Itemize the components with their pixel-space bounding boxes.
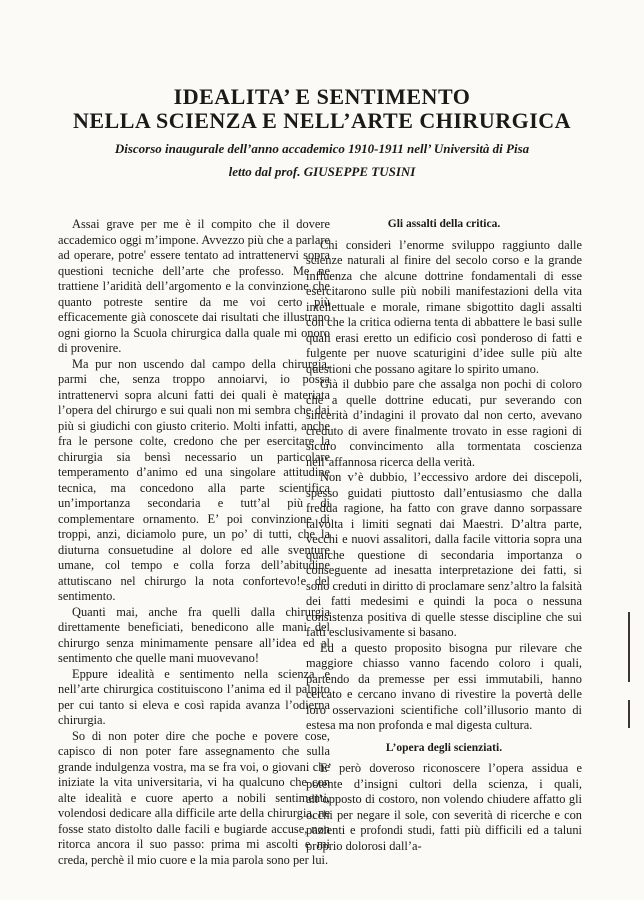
left-paragraph-4: Eppure idealità e sentimento nella scienza e nell’arte chirurgica costituiscono l’anima ed il palpito per cui tanto si eleva e così rapida avanza l’odierna chirurgia. <box>58 666 330 727</box>
article-title-line-1: IDEALITA’ E SENTIMENTO <box>173 84 471 109</box>
article-title-line-2: NELLA SCIENZA E NELL’ARTE CHIRURGICA <box>72 108 572 133</box>
left-paragraph-1: Assai grave per me è il compito che il dovere accademico oggi m’impone. Avvezzo più che a parlare ad operare, potre' essere tentato ad intrattenervi sopra questioni tecniche dell’arte che professo. Me ne trattiene l’aridità dell’argomento e la convinzione che quanto potreste sentire da me voi certo più efficacemente già conoscete dai risultati che illustrano ogni giorno la Scuola chirurgica dalla quale mi onoro di provenire. <box>58 217 330 355</box>
left-column <box>58 217 330 868</box>
left-paragraph-5: So di non poter dire che poche e povere cose, capisco di non poter fare assegnamento che sulla grande indulgenza vostra, ma se fra voi, o giovani che iniziate la vita universitaria, vi ha qualcuno che con alte idealità e cuore aperto a nobili sentimenti, volendosi dedicare alla difficile arte della chirurgia, ne fosse stato distolto dalle facili e bugiarde accuse, non ritorca ancora il suo passo: prima mi ascolti e mi creda, perchè il mio cuore e la mia parola sono per lui. <box>58 728 330 867</box>
subtitle-author: letto dal prof. GIUSEPPE TUSINI <box>228 164 416 179</box>
left-paragraph-3: Quanti mai, anche fra quelli dalla chirurgia direttamente beneficiati, benedicono alle mani del chirurgo senza minimamente pensare all’idea ed al sentimento che quelle mani muovevano! <box>58 604 330 665</box>
right-paragraph-3: Non v’è dubbio, l’eccessivo ardore dei discepoli, spesso guidati piuttosto dall’entusiasmo che dalla fredda ragione, ha fatto con grave danno sorpassare talvolta i limiti segnati dai Maestri. D’altra parte, vecchi e nuovi assalitori, dalla facile vittoria sopra una qualche questione di secondaria importanza o conseguente ad inesatta interpretazione dei fatti, si sono creduti in diritto di proclamare senz’altro la falsità dei fatti medesimi e quindi la poca o nessuna consistenza positiva di quelle stesse discipline che sui fatti esclusivamente si basano. <box>306 470 582 639</box>
section-heading-critica: Gli assalti della critica. <box>387 218 501 230</box>
subtitle-discourse: Discorso inaugurale dell’anno accademico 1910-1911 nell’ Università di Pisa <box>114 141 530 156</box>
right-paragraph-4: Ed a questo proposito bisogna pur rilevare che maggiore chiasso vanno facendo coloro i quali, partendo da premesse per essi immutabili, hanno cercato e cercano invano di rivestire la povertà delle loro osservazioni scientifiche coll’illusorio manto di estesa ma non profonda e mal digesta cultura. <box>306 640 582 732</box>
left-paragraph-2: Ma pur non uscendo dal campo della chirurgia, parmi che, senza troppo annoiarvi, io possa intrattenervi sopra alcuni fatti dei quali è materiata l’opera del chirurgo e sui quali non mi sembra che dai più si giudichi con giusto criterio. Molti infatti, anche fra le persone colte, credono che per esercitare la chirurgia sia bensì necessario un particolare temperamento d’animo ed una singolare attitudine tecnica, ma concedono alla parte scientifica un’importanza secondaria e tutt’al più di complementare ornamento. E’ poi convinzione di troppi, anzi, diciamolo pure, un po’ di tutti, che la diuturna consuetudine al dolore ed alle sventure umane, col tempo e colla forza dell’abitudine attutiscano nel chirurgo la nota confortevo!e del sentimento. <box>58 356 330 603</box>
right-paragraph-1: Chi consideri l’enorme sviluppo raggiunto dalle scienze naturali al finire del secolo corso e la grande influenza che alcune dottrine fondamentali di esse esercitarono sulle più nobili manifestazioni della vita intellettuale e morale, rimane sbigottito dagli assalti con che la critica odierna tenta di abbattere le basi sulle quali erasi eretto un edificio così ponderoso di fatti e fulgente per nuove scaturigini d’idee sulle più alte questioni che possano agitare lo spirito umano. <box>306 237 582 376</box>
page-edge-mark <box>628 612 630 682</box>
page-edge-mark-lower <box>628 700 630 728</box>
right-paragraph-5: E’ però doveroso riconoscere l’opera assidua e potente d’insigni cultori della scienza, i quali, all’opposto di costoro, non volendo chiudere affatto gli occhi per negare il sole, con severità di ricerche e con pazienti e profondi studi, fatti più difficili ed a taluni proprio dolorosi dall’a- <box>306 761 582 853</box>
right-paragraph-2: Già il dubbio pare che assalga non pochi di coloro che a quelle dottrine educati, pur severando con sincerità d’indagini il provato dal non certo, avevano creduto di avere finalmente trovato in esse ragioni di sicuro convincimento alla tormentata coscienza nell’affannosa ricerca della verità. <box>306 377 582 469</box>
section-heading-scienziati: L’opera degli scienziati. <box>385 741 503 754</box>
right-column <box>306 217 582 854</box>
